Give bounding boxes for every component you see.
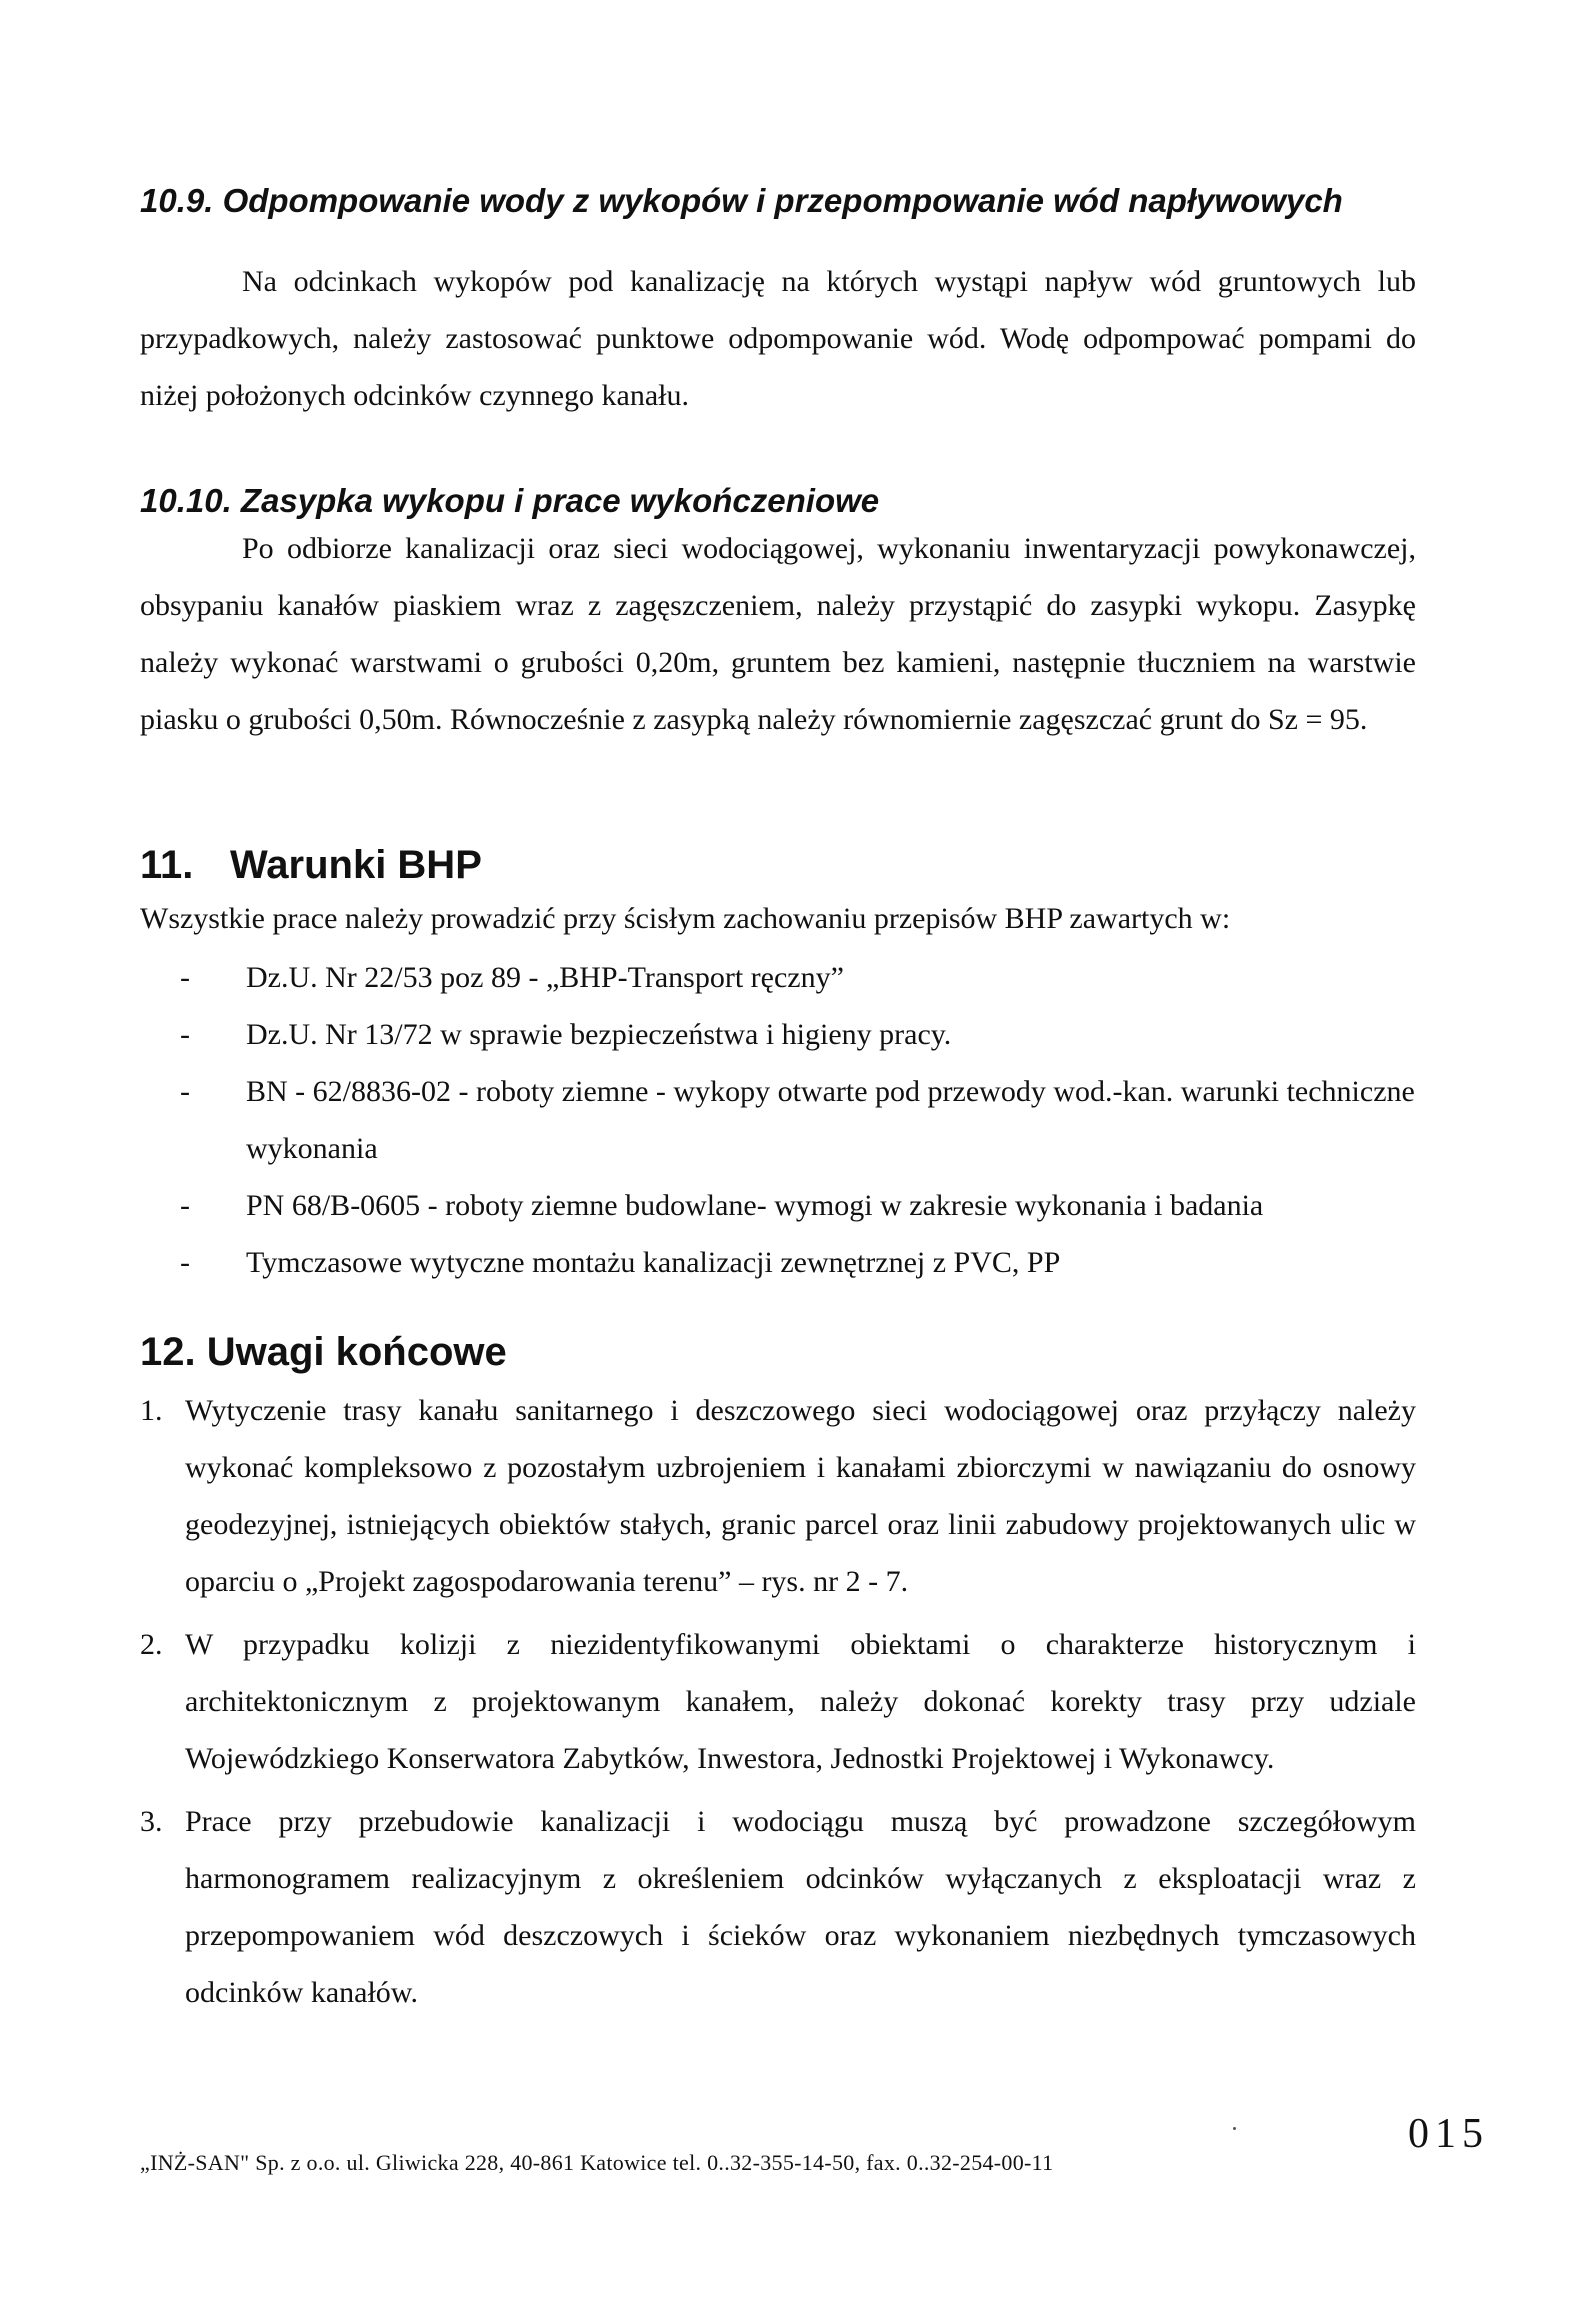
section-10-9-text: Na odcinkach wykopów pod kanalizację na których wystąpi napływ wód gruntowych lub przypadkowych, należy zastosować punktowe odpompowanie wód. Wodę odpompować pompami do niżej położonych odcinków czynnego kanału. <box>140 265 1416 412</box>
list-item-text: W przypadku kolizji z niezidentyfikowanymi obiektami o charakterze historycznym i architektonicznym z projektowanym kanałem, należy dokonać korekty trasy przy udziale Wojewódzkiego Konserwatora Zabytków, Inwestora, Jednostki Projektowej i Wykonawcy. <box>185 1628 1416 1775</box>
bullet-dash: - <box>180 1018 190 1051</box>
list-item <box>140 1063 1416 1177</box>
section-10-10-heading: 10.10. Zasypka wykopu i prace wykończeniowe <box>140 482 880 519</box>
bullet-dash: - <box>180 1075 190 1108</box>
list-item-text: Tymczasowe wytyczne montażu kanalizacji zewnętrznej z PVC, PP <box>246 1246 1061 1279</box>
section-11-title: Warunki BHP <box>230 843 482 887</box>
list-item-text: Dz.U. Nr 22/53 poz 89 - „BHP-Transport ręczny” <box>246 961 844 994</box>
section-11-intro: Wszystkie prace należy prowadzić przy ścisłym zachowaniu przepisów BHP zawartych w: <box>140 902 1231 935</box>
section-10-10-text: Po odbiorze kanalizacji oraz sieci wodociągowej, wykonaniu inwentaryzacji powykonawczej, obsypaniu kanałów piaskiem wraz z zagęszczeniem, należy przystąpić do zasypki wykopu. Zasypkę należy wykonać warstwami o grubości 0,20m, gruntem bez kamieni, następnie tłuczniem na warstwie piasku o grubości 0,50m. Równocześnie z zasypką należy równomiernie zagęszczać grunt do Sz = 95. <box>140 532 1416 736</box>
footer-company-info: „INŻ-SAN" Sp. z o.o. ul. Gliwicka 228, 40-861 Katowice tel. 0..32-355-14-50, fax. 0..32-254-00-11 <box>140 2150 1054 2175</box>
list-item <box>140 949 1416 1006</box>
list-item-text: Wytyczenie trasy kanału sanitarnego i deszczowego sieci wodociągowej oraz przyłączy należy wykonać kompleksowo z pozostałym uzbrojeniem i kanałami zbiorczymi w nawiązaniu do osnowy geodezyjnej, istniejących obiektów stałych, granic parcel oraz linii zabudowy projektowanych ulic w oparciu o „Projekt zagospodarowania terenu” – rys. nr 2 - 7. <box>185 1394 1416 1598</box>
list-item-number: 3. <box>140 1805 163 1838</box>
page-number: 015 <box>1408 2111 1489 2157</box>
section-12-heading: 12. Uwagi końcowe <box>140 1330 507 1374</box>
scan-dot <box>1233 2127 1236 2130</box>
list-item <box>140 1793 1416 2021</box>
list-item <box>140 1382 1416 1610</box>
bullet-dash: - <box>180 961 190 994</box>
bullet-dash: - <box>180 1189 190 1222</box>
bhp-regulations-list <box>140 949 1416 1291</box>
list-item <box>140 1234 1416 1291</box>
list-item <box>140 1616 1416 1787</box>
final-remarks-list <box>140 1382 1416 2027</box>
list-item <box>140 1177 1416 1234</box>
list-item-text: Dz.U. Nr 13/72 w sprawie bezpieczeństwa i higieny pracy. <box>246 1018 952 1051</box>
list-item-number: 1. <box>140 1394 163 1427</box>
section-11-heading <box>140 843 482 888</box>
list-item-text: Prace przy przebudowie kanalizacji i wodociągu muszą być prowadzone szczegółowym harmonogramem realizacyjnym z określeniem odcinków wyłączanych z eksploatacji wraz z przepompowaniem wód deszczowych i ścieków oraz wykonaniem niezbędnych tymczasowych odcinków kanałów. <box>185 1805 1416 2009</box>
list-item-text: PN 68/B-0605 - roboty ziemne budowlane- wymogi w zakresie wykonania i badania <box>246 1189 1264 1222</box>
section-10-9-heading: 10.9. Odpompowanie wody z wykopów i przepompowanie wód napływowych <box>140 182 1343 219</box>
list-item-text: BN - 62/8836-02 - roboty ziemne - wykopy otwarte pod przewody wod.-kan. warunki techniczne wykonania <box>246 1075 1415 1165</box>
list-item-number: 2. <box>140 1628 163 1661</box>
section-11-number: 11. <box>140 843 194 887</box>
list-item <box>140 1006 1416 1063</box>
bullet-dash: - <box>180 1246 190 1279</box>
